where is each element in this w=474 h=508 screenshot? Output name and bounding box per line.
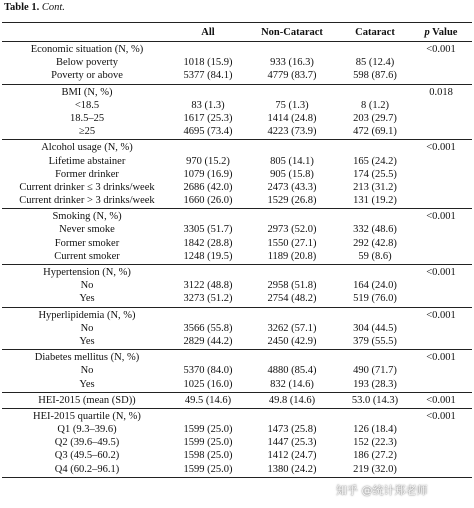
row-label: Current smoker xyxy=(54,250,120,262)
cell-non-cataract xyxy=(244,410,340,423)
cell-non-cataract: 2450 (42.9) xyxy=(267,335,317,347)
cell-p-value: <0.001 xyxy=(426,211,456,223)
header-all: All xyxy=(201,27,215,38)
cell-p-value: <0.001 xyxy=(426,309,456,321)
row-label: No xyxy=(80,280,94,292)
cell-p-value: <0.001 xyxy=(426,410,456,422)
cell-p-value xyxy=(410,69,472,82)
table-row xyxy=(2,181,472,194)
header-cataract: Cataract xyxy=(355,27,395,38)
cell-non-cataract: 4779 (83.7) xyxy=(267,70,317,82)
section-header-row xyxy=(2,141,472,154)
row-label: Q1 (9.3–39.6) xyxy=(57,424,117,436)
cell-non-cataract: 2754 (48.2) xyxy=(267,293,317,305)
section-header-row xyxy=(2,394,472,407)
row-label: No xyxy=(80,322,94,334)
cell-p-value xyxy=(410,279,472,292)
cell-cataract xyxy=(340,309,410,322)
cell-all: 3122 (48.8) xyxy=(183,280,233,292)
cell-all: 4695 (73.4) xyxy=(183,126,233,138)
table-section xyxy=(2,265,472,308)
cell-non-cataract: 2973 (52.0) xyxy=(267,224,317,236)
cell-cataract: 472 (69.1) xyxy=(353,126,397,138)
cell-all: 1842 (28.8) xyxy=(183,237,233,249)
cell-p-value xyxy=(410,125,472,138)
cell-all: 1599 (25.0) xyxy=(183,424,233,436)
table-section xyxy=(2,140,472,209)
data-table xyxy=(2,22,472,478)
cell-cataract: 292 (42.8) xyxy=(353,237,397,249)
caption-label: Table 1. xyxy=(4,2,40,13)
cell-non-cataract: 905 (15.8) xyxy=(270,168,314,180)
cell-all xyxy=(172,86,244,99)
cell-p-value: <0.001 xyxy=(426,394,456,406)
cell-non-cataract: 75 (1.3) xyxy=(275,99,309,111)
header-p-value: p Value xyxy=(424,27,458,38)
section-title: Alcohol usage (N, %) xyxy=(41,142,133,154)
row-label: Q3 (49.5–60.2) xyxy=(54,450,120,462)
table-section xyxy=(2,409,472,478)
cell-all xyxy=(172,43,244,56)
section-header-row xyxy=(2,266,472,279)
cell-non-cataract: 933 (16.3) xyxy=(270,57,314,69)
cell-p-value xyxy=(410,364,472,377)
cell-p-value xyxy=(410,181,472,194)
table-caption xyxy=(4,1,65,15)
cell-cataract: 131 (19.2) xyxy=(353,195,397,207)
table-row xyxy=(2,112,472,125)
cell-non-cataract: 832 (14.6) xyxy=(270,378,314,390)
cell-cataract: 126 (18.4) xyxy=(353,424,397,436)
cell-all: 1018 (15.9) xyxy=(183,57,233,69)
cell-non-cataract: 1447 (25.3) xyxy=(267,437,317,449)
cell-all: 2829 (44.2) xyxy=(183,335,233,347)
cell-p-value xyxy=(410,250,472,263)
cell-p-value: <0.001 xyxy=(426,142,456,154)
cell-cataract: 152 (22.3) xyxy=(353,437,397,449)
cell-p-value xyxy=(410,56,472,69)
section-header-row xyxy=(2,309,472,322)
row-label: <18.5 xyxy=(74,99,100,111)
cell-p-value xyxy=(410,194,472,207)
watermark: 知乎 @统计郑老师 xyxy=(336,484,428,497)
section-title: Smoking (N, %) xyxy=(52,211,122,223)
section-title: BMI (N, %) xyxy=(61,86,113,98)
row-label: Below poverty xyxy=(55,57,119,69)
cell-non-cataract: 1529 (26.8) xyxy=(267,195,317,207)
cell-all: 1598 (25.0) xyxy=(183,450,233,462)
cell-p-value xyxy=(410,99,472,112)
table-row xyxy=(2,279,472,292)
cell-p-value xyxy=(410,463,472,476)
row-label: Never smoke xyxy=(59,224,115,236)
cell-all: 3305 (51.7) xyxy=(183,224,233,236)
table-row xyxy=(2,223,472,236)
cell-non-cataract: 1550 (27.1) xyxy=(267,237,317,249)
section-title: Hypertension (N, %) xyxy=(43,267,131,278)
cell-p-value xyxy=(410,449,472,462)
cell-cataract: 85 (12.4) xyxy=(355,57,395,69)
table-section xyxy=(2,393,472,409)
cell-cataract: 174 (25.5) xyxy=(353,168,397,180)
cell-cataract xyxy=(340,43,410,56)
cell-all: 83 (1.3) xyxy=(191,99,225,111)
section-title: Economic situation (N, %) xyxy=(30,44,144,55)
cell-p-value xyxy=(410,436,472,449)
cell-p-value xyxy=(410,112,472,125)
cell-cataract xyxy=(340,86,410,99)
table-row xyxy=(2,69,472,82)
row-label: Poverty or above xyxy=(51,70,123,82)
table-row xyxy=(2,99,472,112)
cell-cataract: 193 (28.3) xyxy=(353,378,397,390)
cell-cataract: 53.0 (14.3) xyxy=(351,394,399,406)
table-row xyxy=(2,56,472,69)
cell-non-cataract xyxy=(244,351,340,364)
table-row xyxy=(2,168,472,181)
cell-all: 5370 (84.0) xyxy=(183,365,233,377)
cell-non-cataract: 1412 (24.7) xyxy=(267,450,317,462)
cell-all: 2686 (42.0) xyxy=(183,181,233,193)
cell-cataract: 8 (1.2) xyxy=(361,99,389,111)
table-section xyxy=(2,308,472,351)
row-label: Current drinker > 3 drinks/week xyxy=(19,195,155,207)
cell-all xyxy=(172,309,244,322)
caption-suffix: Cont. xyxy=(41,2,65,13)
table-row xyxy=(2,292,472,305)
cell-non-cataract: 4223 (73.9) xyxy=(267,126,317,138)
row-label: Yes xyxy=(79,335,95,347)
table-row xyxy=(2,436,472,449)
cell-non-cataract: 2473 (43.3) xyxy=(267,181,317,193)
cell-non-cataract: 1380 (24.2) xyxy=(267,463,317,475)
row-label: 18.5–25 xyxy=(69,112,105,124)
cell-non-cataract: 3262 (57.1) xyxy=(267,322,317,334)
cell-cataract: 490 (71.7) xyxy=(353,365,397,377)
table-row xyxy=(2,237,472,250)
table-row xyxy=(2,335,472,348)
row-label: ≥25 xyxy=(78,126,96,138)
table-row xyxy=(2,155,472,168)
cell-p-value xyxy=(410,335,472,348)
section-title: Diabetes mellitus (N, %) xyxy=(34,352,140,364)
cell-non-cataract xyxy=(244,210,340,223)
cell-non-cataract: 2958 (51.8) xyxy=(267,280,317,292)
cell-cataract xyxy=(340,351,410,364)
cell-p-value xyxy=(410,223,472,236)
row-label: Q2 (39.6–49.5) xyxy=(54,437,120,449)
cell-all: 1599 (25.0) xyxy=(183,437,233,449)
section-header-row xyxy=(2,43,472,56)
table-section xyxy=(2,85,472,141)
cell-non-cataract xyxy=(244,43,340,56)
cell-all xyxy=(172,210,244,223)
header-label-col xyxy=(2,23,172,41)
cell-all: 1660 (26.0) xyxy=(183,195,233,207)
table-row xyxy=(2,463,472,476)
section-header-row xyxy=(2,86,472,99)
table-body xyxy=(2,42,472,478)
row-label: Former drinker xyxy=(55,168,119,180)
cell-all xyxy=(172,141,244,154)
cell-all: 970 (15.2) xyxy=(186,155,230,167)
cell-all: 1248 (19.5) xyxy=(183,250,233,262)
cell-all xyxy=(172,410,244,423)
table-row xyxy=(2,423,472,436)
cell-p-value xyxy=(410,378,472,391)
row-label: Current drinker ≤ 3 drinks/week xyxy=(19,181,155,193)
cell-non-cataract: 1189 (20.8) xyxy=(267,250,317,262)
cell-p-value xyxy=(410,237,472,250)
cell-cataract: 203 (29.7) xyxy=(353,112,397,124)
row-label: Lifetime abstainer xyxy=(48,155,126,167)
cell-non-cataract xyxy=(244,266,340,279)
row-label: Yes xyxy=(79,293,95,305)
cell-all: 1079 (16.9) xyxy=(183,168,233,180)
cell-p-value: <0.001 xyxy=(426,267,456,278)
section-title: Hyperlipidemia (N, %) xyxy=(38,309,136,321)
cell-non-cataract xyxy=(244,141,340,154)
row-label: Former smoker xyxy=(54,237,120,249)
cell-cataract: 219 (32.0) xyxy=(353,463,397,475)
cell-all: 1599 (25.0) xyxy=(183,463,233,475)
header-non-cataract: Non-Cataract xyxy=(261,27,323,38)
table-row xyxy=(2,322,472,335)
cell-all: 1617 (25.3) xyxy=(183,112,233,124)
cell-cataract: 598 (87.6) xyxy=(353,70,397,82)
cell-non-cataract: 49.8 (14.6) xyxy=(268,394,316,406)
cell-cataract xyxy=(340,266,410,279)
cell-cataract: 164 (24.0) xyxy=(353,280,397,292)
cell-cataract: 379 (55.5) xyxy=(353,335,397,347)
cell-all: 5377 (84.1) xyxy=(183,70,233,82)
cell-cataract: 304 (44.5) xyxy=(353,322,397,334)
row-label: No xyxy=(80,365,94,377)
cell-non-cataract: 4880 (85.4) xyxy=(267,365,317,377)
table-section xyxy=(2,209,472,265)
cell-all xyxy=(172,266,244,279)
cell-p-value xyxy=(410,155,472,168)
table-section xyxy=(2,350,472,393)
cell-non-cataract: 1473 (25.8) xyxy=(267,424,317,436)
section-header-row xyxy=(2,210,472,223)
cell-p-value xyxy=(410,322,472,335)
table-row xyxy=(2,250,472,263)
header-row xyxy=(2,23,472,41)
cell-cataract: 59 (8.6) xyxy=(358,250,392,262)
cell-cataract: 332 (48.6) xyxy=(353,224,397,236)
cell-non-cataract: 805 (14.1) xyxy=(270,155,314,167)
table-row xyxy=(2,364,472,377)
cell-cataract xyxy=(340,410,410,423)
cell-p-value xyxy=(410,423,472,436)
table-row xyxy=(2,125,472,138)
cell-all: 3566 (55.8) xyxy=(183,322,233,334)
section-header-row xyxy=(2,410,472,423)
cell-p-value xyxy=(410,168,472,181)
cell-p-value: <0.001 xyxy=(426,352,456,364)
row-label: Yes xyxy=(79,378,95,390)
cell-cataract: 519 (76.0) xyxy=(353,293,397,305)
cell-p-value xyxy=(410,292,472,305)
cell-p-value: <0.001 xyxy=(426,44,456,55)
cell-non-cataract xyxy=(244,86,340,99)
table-row xyxy=(2,194,472,207)
cell-cataract xyxy=(340,141,410,154)
cell-cataract: 186 (27.2) xyxy=(353,450,397,462)
cell-non-cataract xyxy=(244,309,340,322)
cell-cataract xyxy=(340,210,410,223)
table-row xyxy=(2,449,472,462)
table-section xyxy=(2,42,472,85)
row-label: Q4 (60.2–96.1) xyxy=(54,463,120,475)
cell-cataract: 213 (31.2) xyxy=(353,181,397,193)
cell-cataract: 165 (24.2) xyxy=(353,155,397,167)
cell-p-value: 0.018 xyxy=(429,86,453,98)
section-header-row xyxy=(2,351,472,364)
cell-all xyxy=(172,351,244,364)
cell-all: 1025 (16.0) xyxy=(183,378,233,390)
cell-all: 3273 (51.2) xyxy=(183,293,233,305)
section-title: HEI-2015 quartile (N, %) xyxy=(33,410,141,422)
table-row xyxy=(2,378,472,391)
section-title: HEI-2015 (mean (SD)) xyxy=(38,394,136,406)
cell-all: 49.5 (14.6) xyxy=(184,394,232,406)
cell-non-cataract: 1414 (24.8) xyxy=(267,112,317,124)
